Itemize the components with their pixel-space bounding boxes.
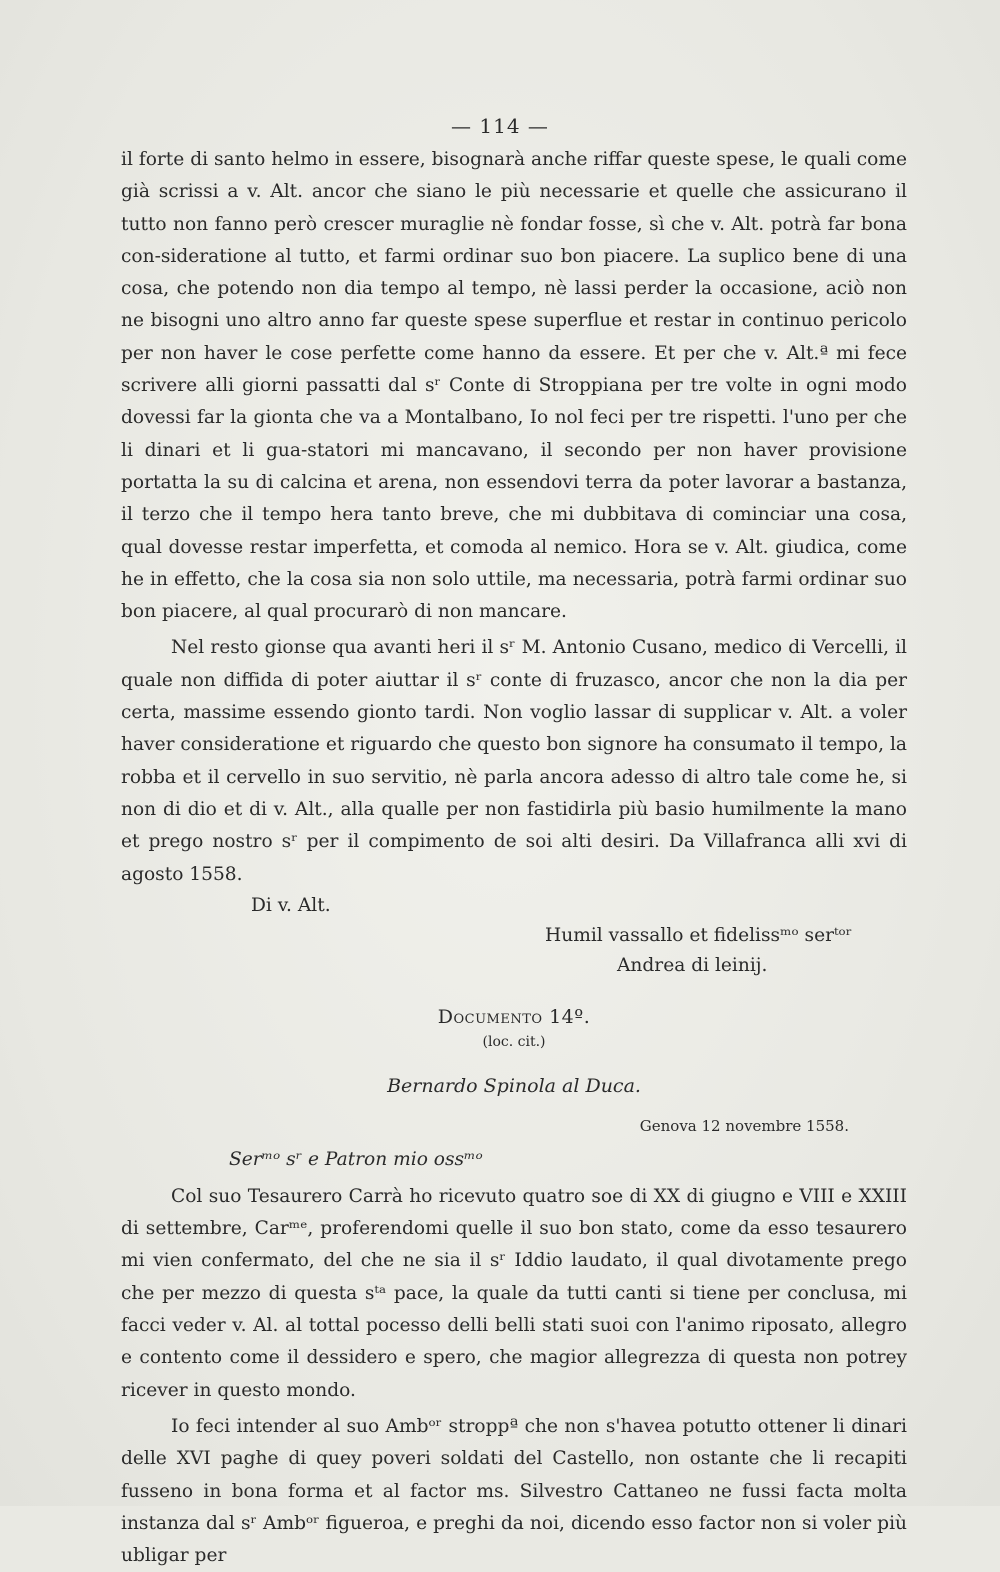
closing-salutation: Di v. Alt. <box>251 894 331 916</box>
paragraph: Nel resto gionse qua avanti heri il sʳ M. Antonio Cusano, medico di Vercelli, il quale non diffida di poter aiuttar il sʳ conte di fruzasco, ancor che non la dia per certa, massime essendo gionto tardi. Non voglio lassar di supplicar v. Alt. a voler haver consideratione et riguardo che questo bon signore ha consumato il tempo, la robba et il cervello in suo servitio, nè parla ancora adesso di altro tale come he, si non di dio et di v. Alt., alla qualle per non fastidirla più basio humilmente la mano et prego nostro sʳ per il compimento de soi alti desiri. Da Villafranca alli xvi di agosto 1558. <box>121 637 907 885</box>
letter-salutation: Serᵐᵒ sʳ e Patron mio ossᵐᵒ <box>229 1148 483 1170</box>
document-dateline: Genova 12 novembre 1558. <box>639 1116 849 1135</box>
signature-name: Andrea di leinij. <box>617 954 768 976</box>
document-source: (loc. cit.) <box>482 1033 546 1050</box>
paragraph: Col suo Tesaurero Carrà ho ricevuto quatro soe di XX di giugno e VIII e XXIII di settembre, Carᵐᵉ, proferendomi quelle il suo bon stato, come da esso tesaurero mi vien confermato, del che ne sia il sʳ Iddio laudato, il qual divotamente prego che per mezzo di questa sᵗᵃ pace, la quale da tutti canti si tiene per conclusa, mi facci veder v. Al. al tottal pocesso delli belli stati suoi con l'animo riposato, allegro e contento come il dessidero e spero, che magior allegrezza di questa non potrey ricever in questo mondo. <box>121 1185 907 1401</box>
document-heading: Documento 14º. <box>437 1005 591 1028</box>
document-title: Bernardo Spinola al Duca. <box>387 1074 641 1097</box>
signature-line: Humil vassallo et fidelissᵐᵒ serᵗᵒʳ <box>545 924 853 946</box>
paragraph: Io feci intender al suo Ambᵒʳ stroppª che non s'havea potutto ottener li dinari delle XVI paghe di quey poveri soldati del Castello, non ostante che li recapiti fusseno in bona forma et al factor ms. Silvestro Cattaneo ne fussi facta molta instanza dal sʳ Ambᵒʳ figueroa, e preghi da noi, dicendo esso factor non si voler più ubligar per <box>121 1415 907 1567</box>
paragraph: il forte di santo helmo in essere, bisognarà anche riffar queste spese, le quali come già scrissi a v. Alt. ancor che siano le più necessarie et quelle che assicurano il tutto non fanno però crescer muraglie nè fondar fosse, sì che v. Alt. potrà far bona con-siderationе al tutto, et farmi ordinar suo bon piacere. La suplico bene di una cosa, che potendo non dia tempo al tempo, nè lassi perder la occasione, aciò non ne bisogni uno altro anno far queste spese superflue et restar in continuo pericolo per non haver le cose perfette come hanno da essere. Et per che v. Alt.ª mi fece scrivere alli giorni passatti dal sʳ Conte di Stroppiana per tre volte in ogni modo dovessi far la gionta che va a Montalbano, Io nol feci per tre rispetti. l'uno per che li dinari et li gua-statori mi mancavano, il secondo per non haver provisione portatta la su di calcina et arena, non essendovi terra da poter lavorar a bastanza, il terzo che il tempo hera tanto breve, che mi dubbitava di cominciar una cosa, qual dovesse restar imperfetta, et comoda al nemico. Hora se v. Alt. giudica, come he in effetto, che la cosa sia non solo uttile, ma necessaria, potrà farmi ordinar suo bon piacere, al qual procurarò di non mancare. <box>121 149 907 623</box>
page-body <box>121 144 907 1572</box>
page-number: — 114 — <box>451 114 549 138</box>
